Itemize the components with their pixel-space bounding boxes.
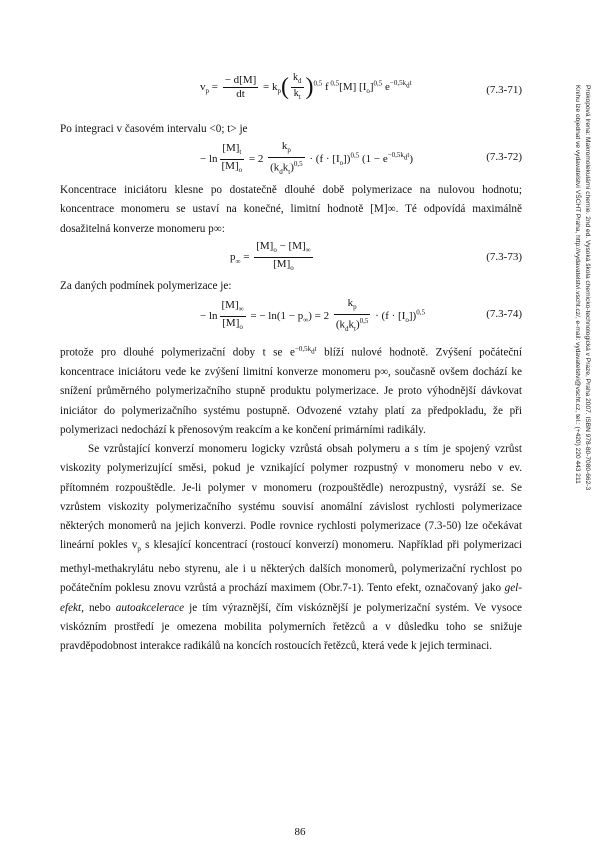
equation-body: $v_p$ = $\frac{- d[M]}{dt}$ = $k_p$( $\frac{k_d}{k_t}$ )$^{0,5}$ f $^{0,5}$[M] $[I_o]^{0,5}$ $e^{-0,5k_dt}$ bbox=[200, 72, 412, 101]
paragraph-conditions: Za daných podmínek polymerizace je: bbox=[60, 280, 232, 292]
term-autoakcelerace: autoakcelerace bbox=[115, 601, 185, 614]
equation-7-3-71 bbox=[60, 68, 522, 112]
equation-number: (7.3-71) bbox=[486, 84, 522, 96]
equation-7-3-74 bbox=[60, 295, 522, 337]
text-run: , nebo bbox=[81, 601, 111, 614]
equation-body: − ln $\frac{[M]_\infty}{[M]_o}$ = − $\ln(1 - p_\infty) = 2$ $\frac{k_p}{(k_dk_t)^{0,5}}$ · $(f \cdot [I_o])^{0,5}$ bbox=[200, 297, 425, 334]
text-run: s klesající koncentrací (rostoucí konverzí) monomeru. Například při polymerizaci methyl-methakrylátu nebo styrenu, ale i u některých dalších monomerů, polymerizační rychlost po počátečním poklesu znovu vzrůstá a prochází maximem (Obr.7-1). Tento efekt, označovaný jako bbox=[60, 539, 522, 595]
paragraph-viscosity: Se vzrůstající konverzí monomeru logicky vzrůstá obsah polymeru a s tím je spojený vzrůst viskozity polymerizující směsi, pokud je vznikající polymer rozpustný v monomeru nebo v ev. přítomném rozpouštědle. Je-li polymer v monomeru (rozpouštědle) nerozpustný, vysráží se. Se vzrůstem viskozity polymerizačního systému souvisí anomální závislost rychlosti polymerizace některých monomerů na jejich konverzi. Podle rovnice rychlosti polymerizace (7.3-50) lze očekávat lineární pokles $v_p$ s klesající koncentrací (rostoucí konverzí) monomeru. Například při polymerizaci methyl-methakrylátu nebo styrenu, ale i u některých dalších monomerů, polymerizační rychlost po počátečním poklesu znovu vzrůstá a prochází maximem (Obr.7-1). Tento efekt, označovaný jako gel-efekt, nebo autoakcelerace je tím výraznější, čím viskóznější je polymerizační systém. Ve vysoce viskózním prostředí je omezena mobilita polymerních řetězců a v důsledku toho se snižuje pravděpodobnost interakce radikálů na koncích rostoucích řetězců, která vede k jejich terminaci. bbox=[60, 443, 523, 653]
text-run: je tím výraznější, čím viskóznější je polymerizační systém. Ve vysoce viskózním prostředí je omezena mobilita polymerních řetězců a v důsledku toho se snižuje pravděpodobnost interakce radikálů na koncích rostoucích řetězců, která vede k jejich terminaci. bbox=[60, 601, 523, 653]
paragraph-integration: Po integraci v časovém intervalu <0; t> je bbox=[60, 123, 248, 135]
equation-number: (7.3-73) bbox=[486, 251, 522, 263]
paragraph-long-times: protože pro dlouhé polymerizační doby t se $e^{-0,5k_dt}$ blíží nulové hodnotě. Zvýšení počáteční koncentrace iniciátoru vede ke zvýšení limitní konverze monomeru p∞, současně ovšem dochází ke snížení průměrného polymerizačního stupně produktu polymerizace. Je proto výhodnější dávkovat iniciátor do polymerizačního systému postupně. Odvozené vztahy platí za předpokladu, že při polymerizaci nedochází k přenosovým reakcím a ke končení primárními radikály. bbox=[60, 345, 523, 436]
text-run: Se vzrůstající konverzí monomeru logicky vzrůstá obsah polymeru a s tím je spojený vzrůst viskozity polymerizující směsi, pokud je vznikající polymer rozpustný v monomeru nebo v ev. přítomném rozpouštědle. Je-li polymer v monomeru (rozpouštědle) nerozpustný, vysráží se. Se vzrůstem viskozity polymerizačního systému souvisí anomální závislost rychlosti polymerizace některých monomerů na jejich konverzi. Podle rovnice rychlosti polymerizace (7.3-50) lze očekávat lineární pokles v bbox=[60, 443, 522, 552]
equation-body: $p_\infty$ = $\frac{[M]_o - [M]_\infty}{[M]_o}$ bbox=[230, 240, 311, 273]
text-run: blíží nulové hodnotě. Zvýšení počáteční koncentrace iniciátoru vede ke zvýšení limitní konverze monomeru p∞, současně ovšem dochází ke snížení průměrného polymerizačního stupně produktu polymerizace. Je proto výhodnější dávkovat iniciátor do polymerizačního systému postupně. Odvozené vztahy platí za předpokladu, že při polymerizaci nedochází k přenosovým reakcím a ke končení primárními radikály. bbox=[60, 346, 523, 436]
citation-line: Knihu lze objednat ve vydavatelství VŠCHT Praha, http://vydavatelstvi.vscht.cz/, e-mail: vydavatelstvi@vscht.cz, tel.: (+420) 220 443 211 bbox=[574, 85, 581, 484]
page-number: 86 bbox=[294, 826, 306, 838]
text-run: protože pro dlouhé polymerizační doby t se bbox=[60, 346, 283, 359]
sidebar-citation bbox=[552, 85, 592, 645]
equation-number: (7.3-72) bbox=[486, 151, 522, 163]
equation-body: − ln $\frac{[M]_t}{[M]_o}$ = 2 $\frac{k_p}{(k_dk_t)^{0,5}}$ · $(f \cdot [I_o])^{0,5}$ $(1 - e^{-0,5k_dt})$ bbox=[200, 140, 414, 177]
citation-line: Prokopová Irena: Makromolekulární chemie. 2nd ed. Vysoká škola chemicko-technologická v Praze, Praha 2007. ISBN 978-80-7080-662-3 bbox=[584, 85, 591, 491]
equation-7-3-73 bbox=[60, 238, 522, 278]
equation-7-3-72 bbox=[60, 138, 522, 178]
equation-number: (7.3-74) bbox=[486, 308, 522, 320]
paragraph-initiator: Koncentrace iniciátoru klesne po dostatečně dlouhé době polymerizace na nulovou hodnotu; koncentrace monomeru se ustaví na konečné, limitní hodnotě [M]∞. Té odpovídá maximálně dosažitelná konverze monomeru p∞: bbox=[60, 184, 522, 235]
term-gel-efekt: gel-efekt bbox=[60, 582, 523, 614]
